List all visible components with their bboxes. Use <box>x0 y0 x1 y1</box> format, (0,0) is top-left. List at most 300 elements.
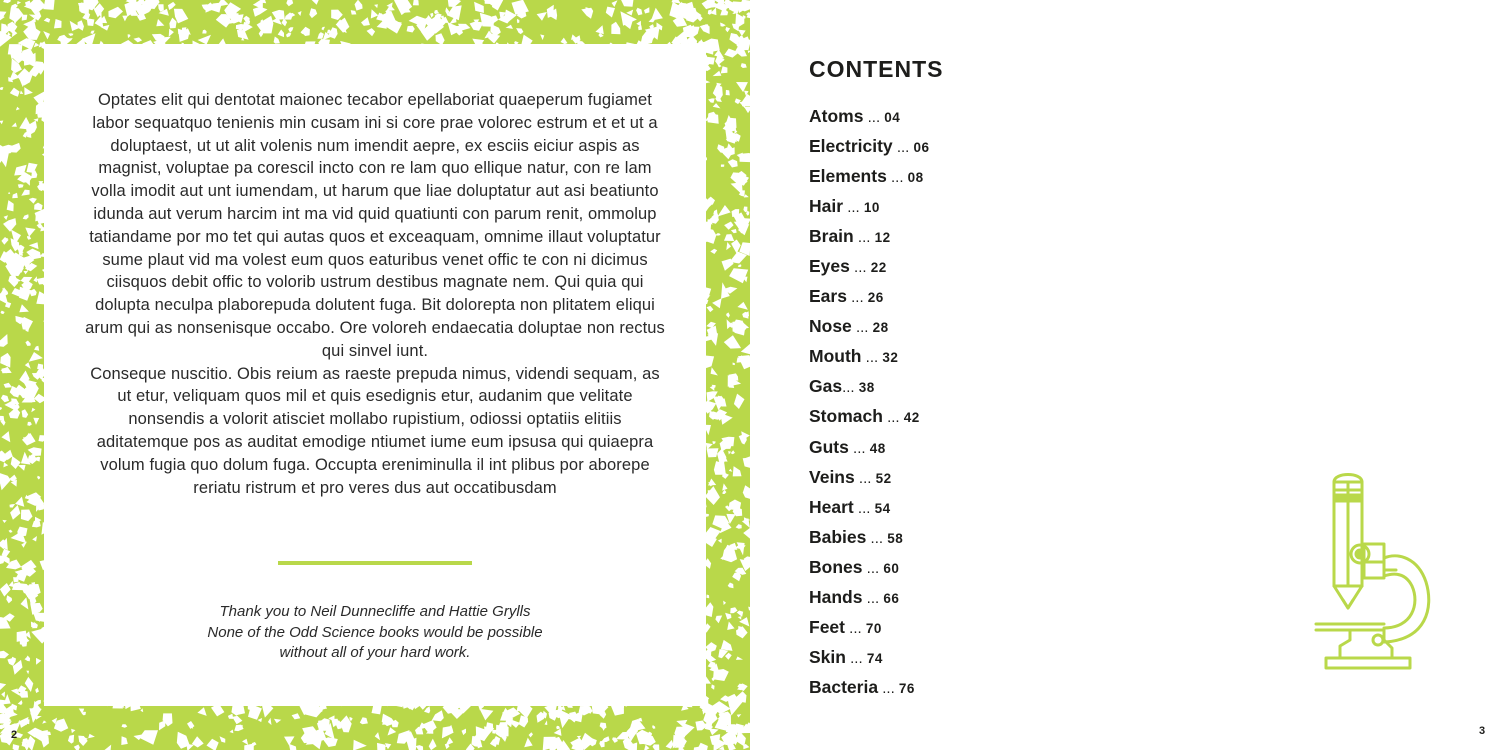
texture-fleck <box>37 476 40 480</box>
body-paragraph-1: Optates elit qui dentotat maionec tecabor epellaboriat quaeperum fugiamet labor sequatquo tenienis min cusam ini si core prae volorec estrum et et ut a doluptaest, ut ut alit volenis num imendit aepre, ex esciis eiciur aspis as magnist, voluptae pa corescil incto con re lam quo ellique natur, con re lam volla imodit aut unt iumendam, ut harum que liae doluptatur aut asi beatiunto idunda aut verum harcim int ma vid quid quatiunti con parum renit, ommolup tatiandame por mo tet qui autas quos et exceaquam, omnime illaut voluptatur sume plaut vid ma volest eum quos eaturibus venet offic te con ni dicimus ciisquos debit offic to volorib ustrum destibus magnate nem. Qui quia qui dolupta neculpa plaborepuda dolutent fuga. Bit dolorepta non plitatem eliqui arum qui as nonsenisque occabo. Ore voloreh endaecatia doluptae non rectus qui sinvel iunt. <box>85 91 665 360</box>
texture-fleck <box>220 736 226 743</box>
texture-fleck <box>19 117 33 130</box>
toc-separator: ... <box>853 229 875 247</box>
page-number-right: 3 <box>1479 725 1486 737</box>
toc-entry[interactable] <box>809 675 930 705</box>
texture-fleck <box>721 640 733 651</box>
texture-fleck <box>602 736 610 742</box>
toc-entry-page: 06 <box>913 140 930 156</box>
texture-fleck <box>708 57 715 65</box>
texture-fleck <box>0 87 3 90</box>
texture-fleck <box>20 90 23 94</box>
microscope-pencil-icon <box>1300 462 1440 678</box>
texture-fleck <box>644 7 649 13</box>
texture-fleck <box>202 30 206 34</box>
toc-entry-page: 04 <box>884 110 901 125</box>
texture-fleck <box>474 2 484 13</box>
texture-fleck <box>741 63 747 68</box>
texture-fleck <box>43 0 54 10</box>
toc-entry-title: Skin <box>809 646 846 667</box>
texture-fleck <box>707 46 714 55</box>
texture-fleck <box>0 121 3 125</box>
texture-fleck <box>517 19 520 23</box>
toc-separator: ... <box>844 619 866 637</box>
texture-fleck <box>724 234 734 241</box>
texture-fleck <box>158 4 164 11</box>
toc-separator: ... <box>849 259 871 277</box>
texture-fleck <box>742 312 748 319</box>
texture-fleck <box>8 192 10 194</box>
texture-fleck <box>727 743 736 750</box>
texture-fleck <box>27 236 31 240</box>
texture-fleck <box>4 555 10 564</box>
texture-fleck <box>707 448 719 457</box>
texture-fleck <box>21 190 29 196</box>
texture-fleck <box>710 249 717 254</box>
texture-fleck <box>492 0 504 10</box>
texture-fleck <box>462 729 467 736</box>
texture-fleck <box>374 4 378 8</box>
texture-fleck <box>29 352 43 362</box>
texture-fleck <box>652 725 655 729</box>
contents-title: CONTENTS <box>809 56 944 82</box>
texture-fleck <box>361 17 370 26</box>
texture-fleck <box>413 0 419 5</box>
texture-fleck <box>71 729 75 733</box>
texture-fleck <box>480 709 494 721</box>
toc-separator: ... <box>843 199 864 217</box>
texture-fleck <box>288 27 293 33</box>
texture-fleck <box>27 422 32 426</box>
texture-fleck <box>713 209 717 214</box>
texture-fleck <box>74 745 80 750</box>
texture-fleck <box>736 657 743 660</box>
texture-fleck <box>739 101 745 108</box>
texture-fleck <box>719 456 727 462</box>
texture-fleck <box>430 13 433 18</box>
texture-fleck <box>253 7 268 17</box>
toc-entry-page: 28 <box>872 320 889 336</box>
toc-separator: ... <box>854 469 876 487</box>
toc-entry-title: Heart <box>809 496 854 517</box>
toc-entry[interactable] <box>809 465 930 495</box>
texture-fleck <box>350 717 353 721</box>
texture-fleck <box>730 607 737 613</box>
texture-fleck <box>540 34 544 40</box>
texture-fleck <box>286 33 291 38</box>
texture-fleck <box>718 205 731 217</box>
toc-entry-title: Electricity <box>809 136 893 157</box>
toc-entry[interactable] <box>809 134 930 164</box>
texture-fleck <box>620 0 634 7</box>
page-number-left: 2 <box>11 729 18 741</box>
toc-entry[interactable] <box>809 224 930 254</box>
texture-fleck <box>34 118 39 122</box>
texture-fleck <box>725 613 731 620</box>
texture-fleck <box>10 88 20 97</box>
texture-fleck <box>32 521 41 528</box>
texture-fleck <box>725 27 730 32</box>
texture-fleck <box>258 718 263 722</box>
texture-fleck <box>581 8 593 19</box>
texture-fleck <box>488 33 500 43</box>
texture-fleck <box>0 407 2 410</box>
texture-fleck <box>738 30 746 36</box>
texture-fleck <box>512 0 529 15</box>
texture-fleck <box>706 595 709 599</box>
toc-separator: ... <box>892 139 914 157</box>
toc-entry-page: 26 <box>867 290 884 306</box>
texture-fleck <box>636 21 641 27</box>
toc-entry-title: Elements <box>809 166 887 187</box>
texture-fleck <box>4 215 8 220</box>
texture-fleck <box>693 747 700 750</box>
texture-fleck <box>24 271 29 275</box>
texture-fleck <box>230 730 234 734</box>
toc-entry-page: 10 <box>863 200 880 216</box>
texture-fleck <box>33 276 37 282</box>
texture-fleck <box>729 33 739 46</box>
toc-entry-title: Hair <box>809 196 844 217</box>
toc-entry[interactable] <box>809 374 930 404</box>
texture-fleck <box>0 651 9 659</box>
texture-fleck <box>737 302 748 310</box>
texture-fleck <box>353 740 367 750</box>
texture-fleck <box>511 720 520 728</box>
texture-fleck <box>17 68 32 85</box>
texture-fleck <box>731 450 735 454</box>
toc-entry[interactable] <box>809 404 930 434</box>
texture-fleck <box>718 64 722 68</box>
acknowledgement-line: None of the Odd Science books would be possible <box>207 623 543 641</box>
texture-fleck <box>17 1 21 5</box>
toc-entry-page: 76 <box>898 680 915 696</box>
texture-fleck <box>638 25 642 30</box>
texture-fleck <box>713 669 729 681</box>
texture-fleck <box>16 107 20 111</box>
toc-separator: ... <box>862 559 884 577</box>
texture-fleck <box>726 312 730 317</box>
texture-fleck <box>709 729 719 736</box>
texture-fleck <box>103 745 111 750</box>
toc-entry[interactable] <box>809 495 930 525</box>
texture-fleck <box>18 465 26 471</box>
toc-entry[interactable] <box>809 314 930 344</box>
texture-fleck <box>407 26 415 33</box>
texture-fleck <box>13 744 20 750</box>
texture-fleck <box>638 718 642 722</box>
texture-fleck <box>734 394 745 409</box>
texture-fleck <box>309 8 317 18</box>
texture-fleck <box>121 736 128 745</box>
texture-fleck <box>33 418 39 425</box>
toc-entry[interactable] <box>809 254 930 284</box>
texture-fleck <box>722 483 727 490</box>
texture-fleck <box>712 298 722 308</box>
texture-fleck <box>13 577 18 582</box>
texture-fleck <box>9 72 20 82</box>
toc-entry[interactable] <box>809 585 930 615</box>
texture-fleck <box>1 367 11 373</box>
texture-fleck <box>727 622 734 631</box>
toc-entry-title: Guts <box>809 436 849 457</box>
texture-fleck <box>748 51 750 54</box>
texture-fleck <box>25 228 35 237</box>
toc-entry-title: Eyes <box>809 256 850 277</box>
texture-fleck <box>7 22 17 34</box>
toc-entry[interactable] <box>809 344 930 374</box>
texture-fleck <box>0 353 10 368</box>
texture-fleck <box>26 163 37 173</box>
toc-entry-title: Hands <box>809 586 863 607</box>
toc-list <box>809 104 930 705</box>
texture-fleck <box>187 721 195 729</box>
texture-fleck <box>736 524 742 529</box>
texture-fleck <box>68 33 73 36</box>
texture-fleck <box>228 714 233 719</box>
texture-fleck <box>713 71 722 76</box>
toc-separator: ... <box>846 289 868 307</box>
texture-fleck <box>23 214 29 219</box>
texture-fleck <box>724 222 734 230</box>
texture-fleck <box>0 473 11 490</box>
texture-fleck <box>360 717 368 724</box>
toc-entry-title: Nose <box>809 316 852 337</box>
texture-fleck <box>44 18 51 23</box>
texture-fleck <box>649 17 655 23</box>
toc-entry-title: Bones <box>809 556 863 577</box>
toc-entry-page: 54 <box>874 500 891 516</box>
toc-entry[interactable] <box>809 615 930 645</box>
texture-fleck <box>735 98 741 104</box>
texture-fleck <box>9 7 23 22</box>
texture-fleck <box>737 611 744 617</box>
toc-entry-title: Veins <box>809 466 855 487</box>
texture-fleck <box>429 739 437 750</box>
toc-entry[interactable] <box>809 555 930 585</box>
texture-fleck <box>666 740 674 749</box>
texture-fleck <box>720 413 733 425</box>
toc-entry-page: 58 <box>887 530 904 546</box>
texture-fleck <box>0 583 11 597</box>
texture-fleck <box>11 456 21 469</box>
toc-entry-page: 48 <box>869 440 886 456</box>
texture-fleck <box>728 583 734 589</box>
texture-fleck <box>1 311 5 315</box>
texture-fleck <box>388 727 397 735</box>
texture-fleck <box>695 721 706 731</box>
texture-fleck <box>122 16 128 22</box>
texture-fleck <box>28 447 42 456</box>
texture-fleck <box>19 304 29 312</box>
toc-entry[interactable] <box>809 525 930 555</box>
toc-entry[interactable] <box>809 194 930 224</box>
texture-fleck <box>726 242 731 250</box>
texture-fleck <box>34 43 40 48</box>
toc-entry-page: 22 <box>870 260 887 276</box>
texture-fleck <box>713 441 716 444</box>
texture-fleck <box>317 32 324 39</box>
texture-fleck <box>529 732 533 737</box>
texture-fleck <box>736 82 748 92</box>
texture-fleck <box>0 334 8 347</box>
texture-fleck <box>259 31 264 38</box>
texture-fleck <box>3 0 12 3</box>
texture-fleck <box>626 10 633 16</box>
texture-fleck <box>21 597 29 609</box>
texture-fleck <box>268 718 272 725</box>
toc-entry-title: Mouth <box>809 346 862 367</box>
texture-fleck <box>23 132 28 138</box>
texture-fleck <box>746 211 749 216</box>
toc-entry[interactable] <box>809 164 930 194</box>
toc-separator: ... <box>866 529 888 547</box>
texture-fleck <box>611 22 620 35</box>
texture-fleck <box>727 319 733 329</box>
texture-fleck <box>1 395 9 402</box>
body-text <box>84 89 666 499</box>
texture-fleck <box>3 218 16 232</box>
texture-fleck <box>29 198 37 204</box>
texture-fleck <box>705 486 720 505</box>
toc-entry-page: 38 <box>858 380 875 396</box>
toc-separator: ... <box>853 499 875 517</box>
texture-fleck <box>733 320 749 331</box>
toc-entry[interactable] <box>809 284 930 314</box>
texture-fleck <box>139 730 158 745</box>
toc-entry[interactable] <box>809 645 930 675</box>
toc-separator: ... <box>878 679 899 697</box>
toc-entry-title: Feet <box>809 616 845 637</box>
texture-fleck <box>25 362 31 369</box>
texture-fleck <box>524 738 533 748</box>
texture-fleck <box>54 19 62 28</box>
texture-fleck <box>721 165 724 167</box>
acknowledgement-line: Thank you to Neil Dunnecliffe and Hattie Grylls <box>219 603 531 620</box>
texture-fleck <box>554 729 562 736</box>
divider-rule <box>278 561 472 565</box>
body-paragraph-2: Conseque nuscitio. Obis reium as raeste prepuda nimus, videndi sequam, as ut etur, veliquam quos mil et quis esedignis etur, audanim que velitate nonsendis a volorit atisciet mollabo rupistium, odiossi optatiis elitiis aditatemque pos as auditat emodige ntiumet iume eum ipsusa qui quiaepra volum fugia quo dolum fuga. Occupta ereniminulla il int plibus por aborepe reriatu ristrum et pro veres dus aut occatibusdam <box>90 364 660 497</box>
toc-entry-title: Atoms <box>809 106 864 126</box>
texture-fleck <box>743 485 750 500</box>
texture-fleck <box>728 451 731 455</box>
texture-fleck <box>612 0 618 7</box>
texture-fleck <box>15 497 24 507</box>
texture-fleck <box>331 10 343 20</box>
texture-fleck <box>26 671 29 675</box>
texture-fleck <box>310 0 321 5</box>
texture-fleck <box>708 98 715 103</box>
toc-entry-page: 66 <box>883 590 900 606</box>
texture-fleck <box>34 203 43 211</box>
texture-fleck <box>68 735 74 744</box>
texture-fleck <box>18 184 24 188</box>
texture-fleck <box>298 11 302 16</box>
texture-fleck <box>22 433 36 446</box>
texture-fleck <box>4 383 13 388</box>
texture-fleck <box>606 7 615 18</box>
texture-fleck <box>36 658 41 665</box>
texture-fleck <box>274 37 280 44</box>
texture-fleck <box>470 21 484 30</box>
texture-fleck <box>32 536 37 542</box>
texture-fleck <box>377 743 385 750</box>
texture-fleck <box>12 123 17 127</box>
toc-entry[interactable] <box>809 435 930 465</box>
texture-fleck <box>745 456 750 466</box>
texture-fleck <box>169 29 174 37</box>
texture-fleck <box>355 0 363 11</box>
texture-fleck <box>31 408 35 413</box>
texture-fleck <box>731 240 741 254</box>
texture-fleck <box>156 19 164 26</box>
texture-fleck <box>367 28 376 36</box>
texture-fleck <box>242 739 248 745</box>
texture-fleck <box>743 527 750 538</box>
texture-fleck <box>11 657 16 664</box>
texture-fleck <box>545 720 548 725</box>
toc-entry-title: Brain <box>809 226 854 247</box>
texture-fleck <box>18 700 23 705</box>
toc-entry-title: Gas <box>809 376 843 397</box>
toc-entry-title: Bacteria <box>809 676 879 697</box>
toc-entry-title: Babies <box>809 526 867 547</box>
texture-fleck <box>134 37 143 42</box>
texture-fleck <box>445 737 453 746</box>
texture-fleck <box>318 720 321 723</box>
texture-fleck <box>720 23 726 27</box>
toc-entry-page: 32 <box>882 350 899 366</box>
texture-fleck <box>1 692 5 698</box>
texture-fleck <box>713 85 723 101</box>
texture-fleck <box>506 25 514 29</box>
texture-fleck <box>737 714 742 717</box>
texture-fleck <box>733 363 735 366</box>
texture-fleck <box>394 0 412 15</box>
texture-fleck <box>29 708 41 723</box>
texture-fleck <box>731 229 737 233</box>
toc-entry-title: Stomach <box>809 406 883 427</box>
toc-entry[interactable] <box>809 104 930 134</box>
texture-fleck <box>25 677 34 692</box>
texture-fleck <box>729 469 733 472</box>
texture-fleck <box>738 616 742 620</box>
texture-fleck <box>1 431 10 442</box>
acknowledgement-line: without all of your hard work. <box>279 644 471 661</box>
texture-fleck <box>7 200 14 211</box>
texture-fleck <box>3 462 8 467</box>
texture-fleck <box>713 103 721 108</box>
toc-separator: ... <box>882 409 904 427</box>
toc-entry-page: 74 <box>866 650 883 666</box>
texture-fleck <box>42 720 46 723</box>
texture-fleck <box>25 341 30 346</box>
texture-fleck <box>556 726 560 730</box>
texture-fleck <box>739 153 750 162</box>
texture-fleck <box>714 461 726 475</box>
texture-fleck <box>24 87 33 95</box>
texture-fleck <box>371 9 379 18</box>
texture-fleck <box>595 25 603 34</box>
texture-fleck <box>78 20 85 30</box>
toc-separator: ... <box>848 439 870 457</box>
texture-fleck <box>21 510 33 522</box>
texture-fleck <box>23 25 40 40</box>
toc-entry-page: 08 <box>907 170 924 186</box>
texture-fleck <box>644 745 650 750</box>
texture-fleck <box>192 736 204 747</box>
texture-fleck <box>232 716 242 724</box>
